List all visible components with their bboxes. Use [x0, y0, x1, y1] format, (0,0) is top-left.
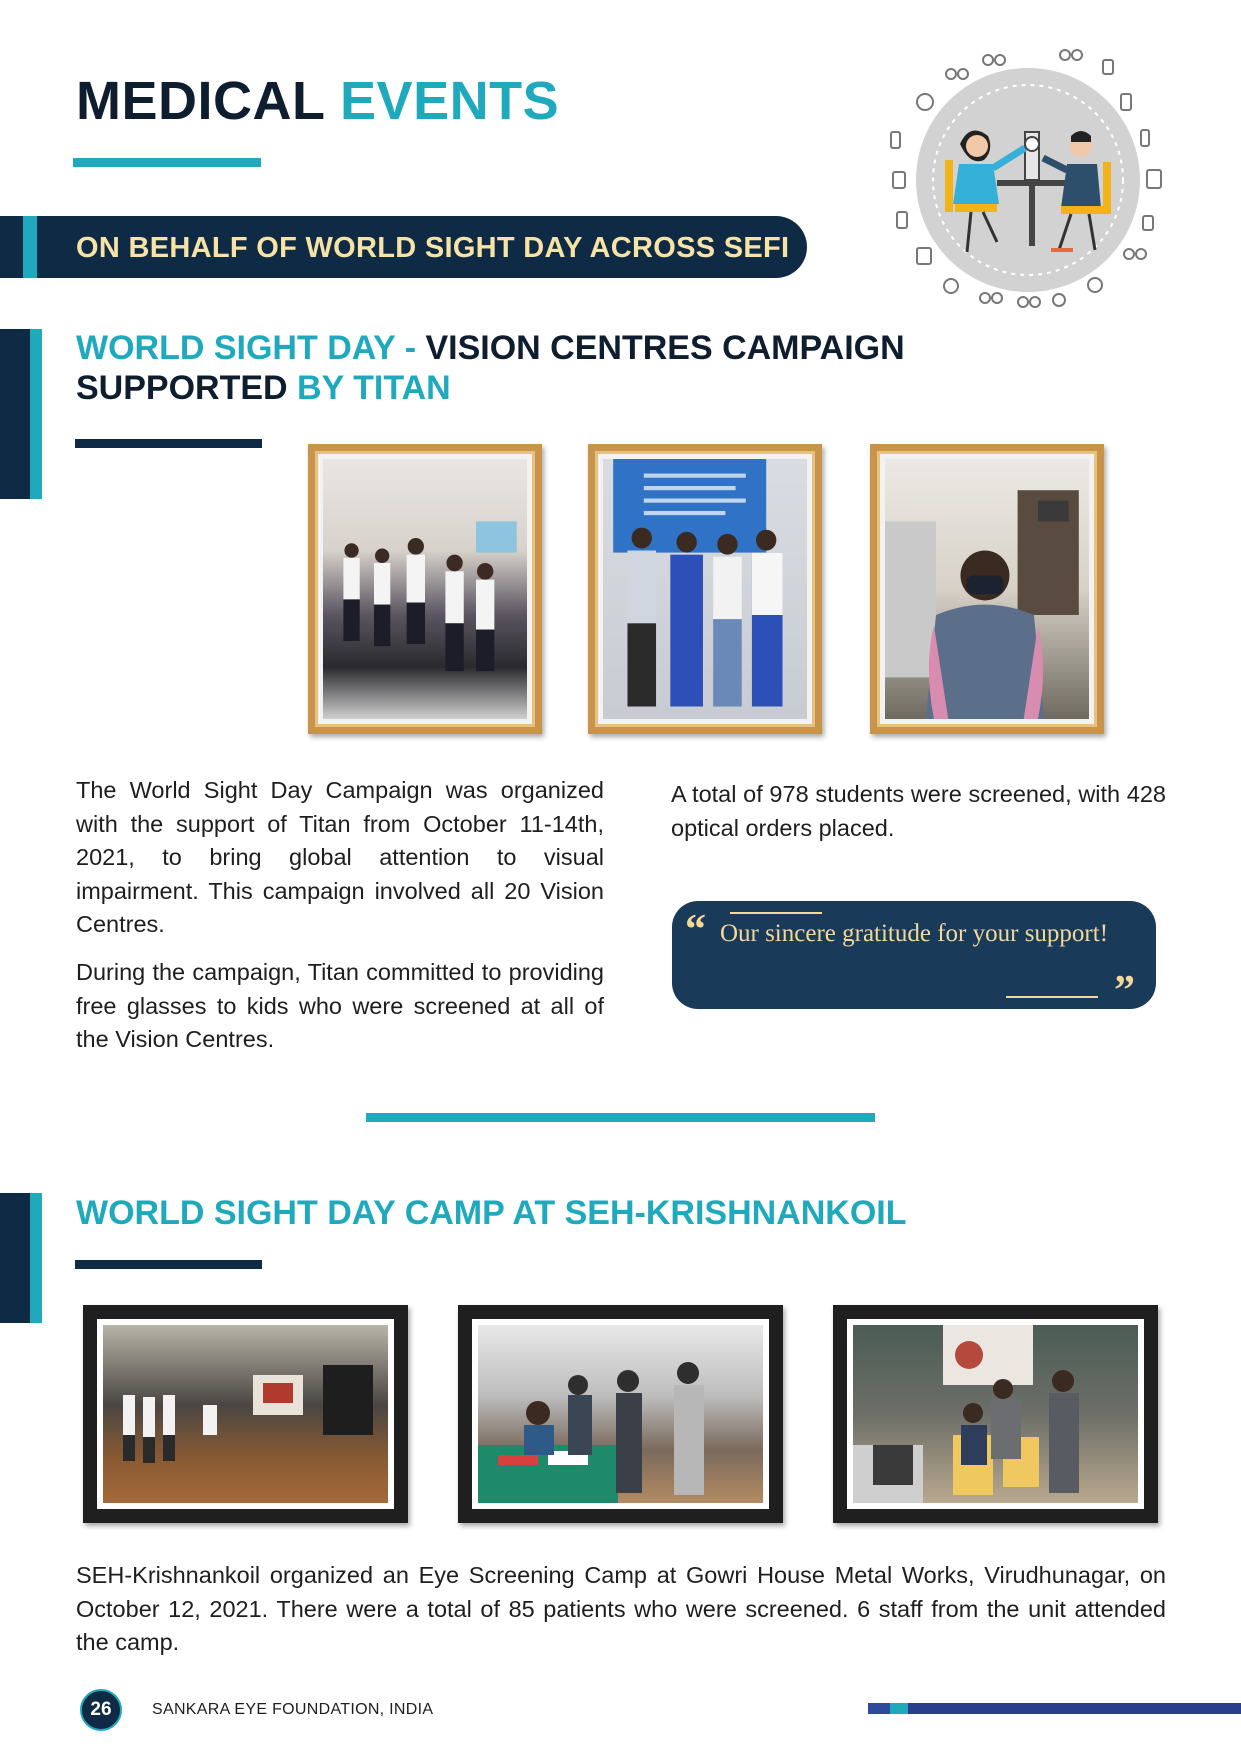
camp-hall-scene: [103, 1325, 388, 1503]
photo-child-with-mask: [870, 444, 1104, 734]
page-number-badge: 26: [80, 1689, 122, 1731]
section1-title-teal-2: BY TITAN: [297, 369, 451, 407]
eye-test-scene: [853, 1325, 1138, 1503]
section1-marker-teal: [30, 329, 42, 499]
section1-paragraph1: The World Sight Day Campaign was organized with the support of Titan from October 11-14th, 2021, to bring global attention to visual impairment. This campaign involved all 20 Vision Centres.: [76, 777, 604, 937]
footer-bar-accent: [890, 1703, 908, 1714]
section2-marker-teal: [30, 1193, 42, 1323]
page-title: [76, 71, 560, 131]
photo-staff-group: [588, 444, 822, 734]
section2-title: WORLD SIGHT DAY CAMP AT SEH-KRISHNANKOIL: [76, 1194, 907, 1232]
quote-top-line: [730, 912, 822, 914]
eye-exam-icon: [885, 40, 1175, 315]
photo-registration-desk: [458, 1305, 783, 1523]
section1-paragraph2: During the campaign, Titan committed to providing free glasses to kids who were screened at all of the Vision Centres.: [76, 959, 604, 1052]
section1-title-dark-1: VISION CENTRES CAMPAIGN: [425, 329, 905, 367]
banner-text: ON BEHALF OF WORLD SIGHT DAY ACROSS SEFI: [76, 232, 790, 264]
section2-marker-dark: [0, 1193, 30, 1323]
section1-title-dark-2: SUPPORTED: [76, 369, 298, 407]
footer-bar-line: [908, 1703, 1241, 1714]
students-silhouettes: [323, 459, 527, 719]
quote-text: Our sincere gratitude for your support!: [719, 920, 1109, 947]
eye-exam-illustration: [885, 40, 1175, 315]
quote-close-icon: ”: [1114, 968, 1135, 1014]
section2-paragraph: SEH-Krishnankoil organized an Eye Screening Camp at Gowri House Metal Works, Virudhunagar, on October 12, 2021. There were a total of 85 patients who were screened. 6 staff from the unit attended the camp.: [76, 1562, 1166, 1655]
quote-bottom-line: [1006, 996, 1098, 998]
registration-scene: [478, 1325, 763, 1503]
page-title-part2: EVENTS: [340, 71, 560, 131]
section2-underline: [75, 1260, 262, 1269]
section1-title-teal-1: WORLD SIGHT DAY -: [76, 329, 426, 367]
quote-open-icon: “: [685, 907, 706, 953]
banner-accent-strip: [23, 216, 37, 278]
photo-camp-hall: [83, 1305, 408, 1523]
section1-marker-dark: [0, 329, 30, 499]
footer-bar-segment: [868, 1703, 890, 1714]
photo-students-assembly: [308, 444, 542, 734]
page-title-part1: MEDICAL: [76, 71, 325, 131]
section1-title: [76, 328, 905, 408]
section-divider: [366, 1113, 875, 1122]
child-silhouette: [885, 459, 1089, 719]
staff-silhouettes: [603, 459, 807, 719]
section1-paragraph3: A total of 978 students were screened, with 428 optical orders placed.: [671, 781, 1166, 841]
section1-underline: [75, 439, 262, 448]
photo-eye-test: [833, 1305, 1158, 1523]
footer-organization: SANKARA EYE FOUNDATION, INDIA: [152, 1701, 434, 1718]
title-underline: [73, 158, 261, 167]
